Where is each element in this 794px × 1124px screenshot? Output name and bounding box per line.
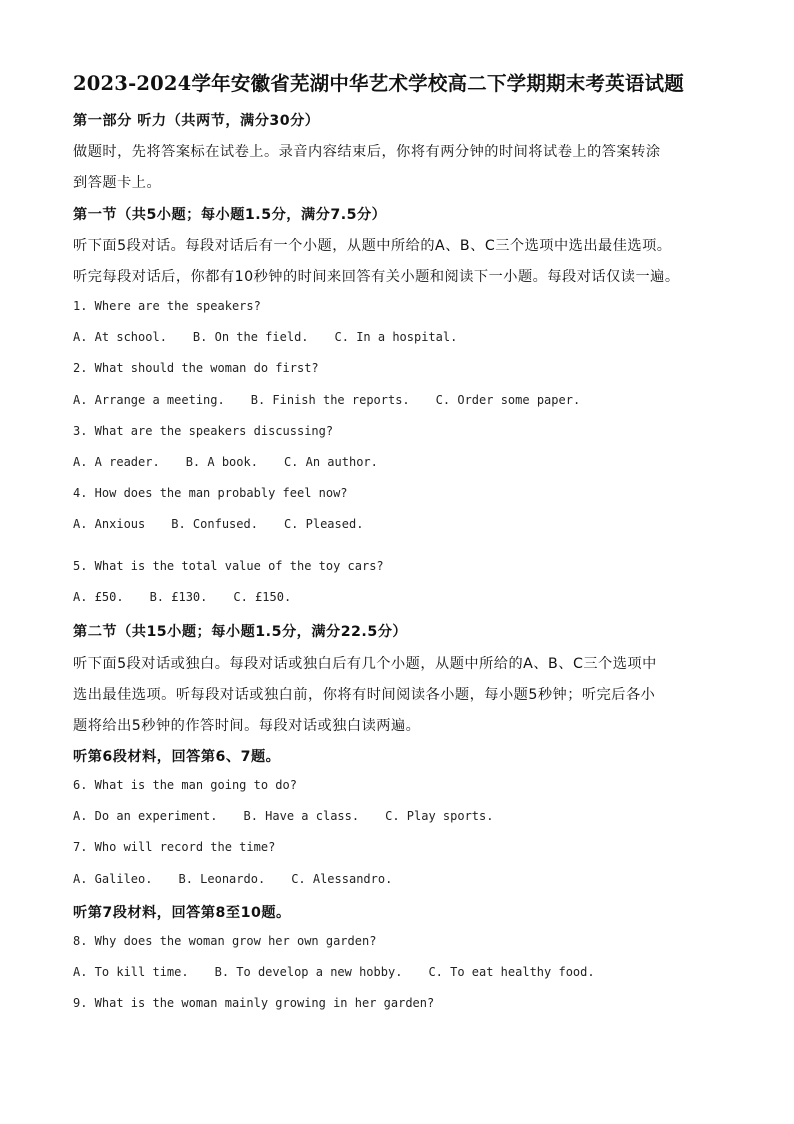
section2-heading: 第二节（共15小题；每小题1.5分，满分22.5分） [73, 624, 408, 640]
question-4: 4. How does the man probably feel now? [73, 486, 348, 500]
option-a: A. To kill time. [73, 965, 189, 979]
question-2: 2. What should the woman do first? [73, 361, 319, 375]
section2-instruction-3: 题将给出5秒钟的作答时间。每段对话或独白读两遍。 [73, 718, 421, 734]
section2-instruction-1: 听下面5段对话或独白。每段对话或独白后有几个小题，从题中所给的A、B、C三个选项中 [73, 656, 657, 672]
option-b: B. To develop a new hobby. [214, 965, 403, 979]
question-2-options [73, 393, 580, 407]
option-a: A. A reader. [73, 455, 160, 469]
option-a: A. Arrange a meeting. [73, 393, 225, 407]
option-b: B. Finish the reports. [250, 393, 410, 407]
question-6-options [73, 809, 493, 823]
question-7: 7. Who will record the time? [73, 840, 276, 854]
option-b: B. Confused. [171, 517, 258, 531]
question-3-options [73, 455, 378, 469]
option-c: C. Alessandro. [291, 872, 393, 886]
question-1-options [73, 330, 457, 344]
question-5-options [73, 590, 291, 604]
question-9: 9. What is the woman mainly growing in her garden? [73, 996, 435, 1010]
option-c: C. To eat healthy food. [428, 965, 595, 979]
option-a: A. £50. [73, 590, 124, 604]
question-8: 8. Why does the woman grow her own garden? [73, 934, 377, 948]
option-c: C. Pleased. [283, 517, 364, 531]
option-c: C. Play sports. [385, 809, 494, 823]
question-3: 3. What are the speakers discussing? [73, 424, 334, 438]
page-title: 2023-2024学年安徽省芜湖中华艺术学校高二下学期期末考英语试题 [73, 72, 684, 95]
section1-heading: 第一节（共5小题；每小题1.5分，满分7.5分） [73, 207, 387, 223]
option-c: C. In a hospital. [334, 330, 458, 344]
material-6-heading: 听第6段材料，回答第6、7题。 [73, 749, 281, 765]
instruction-line-2: 到答题卡上。 [73, 175, 162, 191]
question-6: 6. What is the man going to do? [73, 778, 297, 792]
option-a: A. At school. [73, 330, 167, 344]
question-8-options [73, 965, 595, 979]
option-c: C. An author. [283, 455, 378, 469]
instruction-line-1: 做题时，先将答案标在试卷上。录音内容结束后，你将有两分钟的时间将试卷上的答案转涂 [73, 144, 661, 160]
section1-instruction-1: 听下面5段对话。每段对话后有一个小题，从题中所给的A、B、C三个选项中选出最佳选项。 [73, 238, 672, 254]
option-c: C. £150. [233, 590, 292, 604]
option-b: B. A book. [185, 455, 258, 469]
option-b: B. Leonardo. [178, 872, 266, 886]
option-c: C. Order some paper. [435, 393, 581, 407]
question-7-options [73, 872, 392, 886]
part1-heading: 第一部分 听力（共两节，满分30分） [73, 113, 320, 129]
section1-instruction-2: 听完每段对话后，你都有10秒钟的时间来回答有关小题和阅读下一小题。每段对话仅读一遍。 [73, 269, 680, 285]
option-a: A. Do an experiment. [73, 809, 218, 823]
material-7-heading: 听第7段材料，回答第8至10题。 [73, 905, 291, 921]
option-a: A. Anxious [73, 517, 146, 531]
option-b: B. £130. [149, 590, 208, 604]
question-1: 1. Where are the speakers? [73, 299, 261, 313]
option-b: B. Have a class. [243, 809, 360, 823]
question-4-options [73, 517, 363, 531]
section2-instruction-2: 选出最佳选项。听每段对话或独白前，你将有时间阅读各小题，每小题5秒钟；听完后各小 [73, 687, 656, 703]
option-b: B. On the field. [192, 330, 309, 344]
question-5: 5. What is the total value of the toy cars? [73, 559, 384, 573]
option-a: A. Galileo. [73, 872, 153, 886]
